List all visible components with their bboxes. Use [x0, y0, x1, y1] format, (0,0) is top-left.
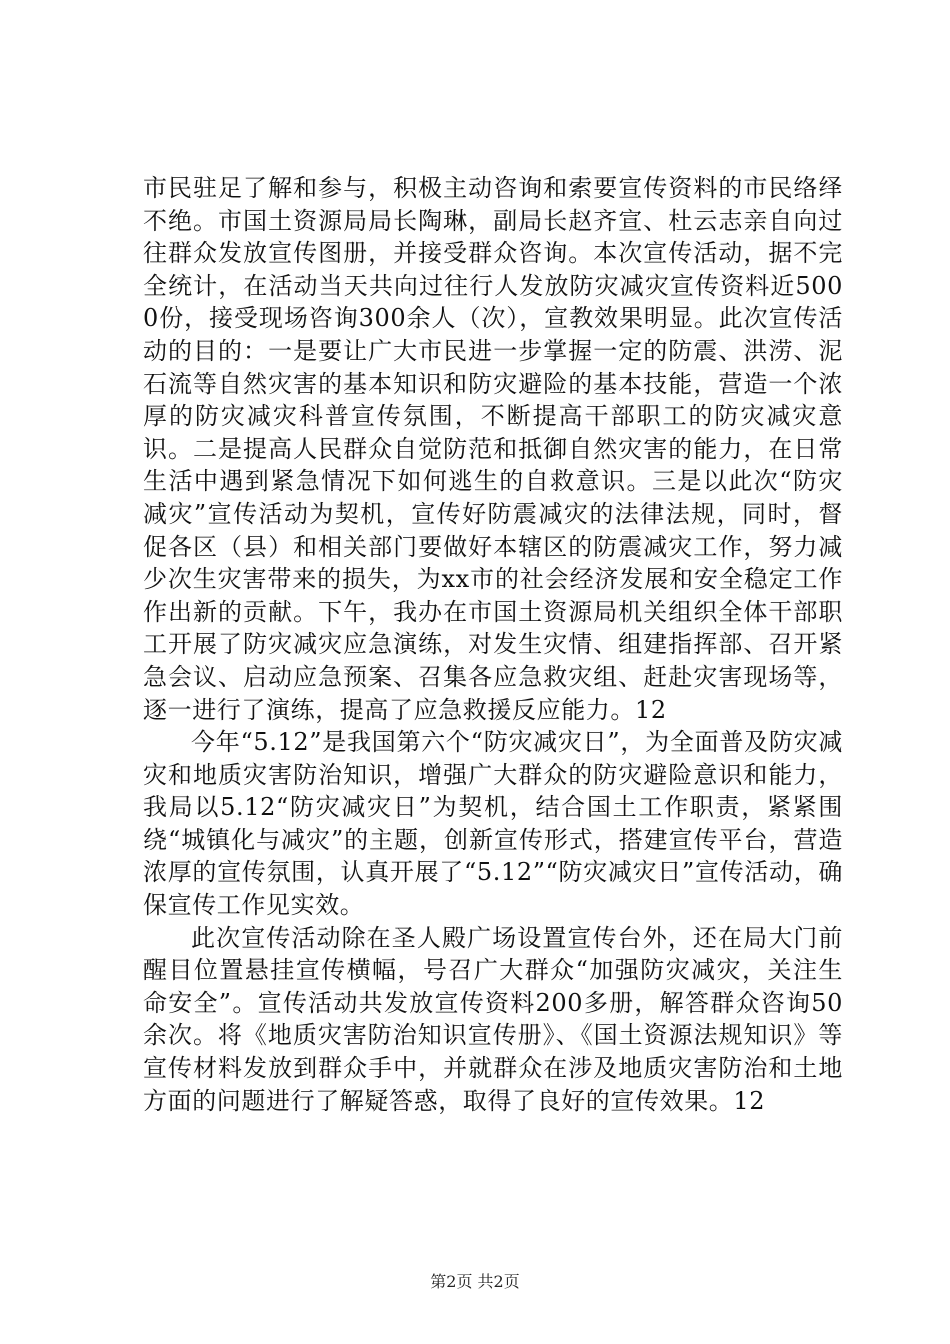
paragraph-1: 市民驻足了解和参与，积极主动咨询和索要宣传资料的市民络绎不绝。市国土资源局局长陶琳，副局长赵齐宣、杜云志亲自向过往群众发放宣传图册，并接受群众咨询。本次宣传活动，据不完全统计，在活动当天共向过往行人发放防灾减灾宣传资料近5000份，接受现场咨询300余人（次），宣教效果明显。此次宣传活动的目的：一是要让广大市民进一步掌握一定的防震、洪涝、泥石流等自然灾害的基本知识和防灾避险的基本技能，营造一个浓厚的防灾减灾科普宣传氛围，不断提高干部职工的防灾减灾意识。二是提高人民群众自觉防范和抵御自然灾害的能力，在日常生活中遇到紧急情况下如何逃生的自救意识。三是以此次“防灾减灾”宣传活动为契机，宣传好防震减灾的法律法规，同时，督促各区（县）和相关部门要做好本辖区的防震减灾工作，努力减少次生灾害带来的损失，为xx市的社会经济发展和安全稳定工作作出新的贡献。下午，我办在市国土资源局机关组织全体干部职工开展了防灾减灾应急演练，对发生灾情、组建指挥部、召开紧急会议、启动应急预案、召集各应急救灾组、赶赴灾害现场等，逐一进行了演练，提高了应急救援反应能力。12	[143, 174, 843, 724]
document-body	[143, 172, 843, 1117]
paragraph-3: 此次宣传活动除在圣人殿广场设置宣传台外，还在局大门前醒目位置悬挂宣传横幅，号召广大群众“加强防灾减灾，关注生命安全”。宣传活动共发放宣传资料200多册，解答群众咨询50余次。将《地质灾害防治知识宣传册》、《国土资源法规知识》等宣传材料发放到群众手中，并就群众在涉及地质灾害防治和土地方面的问题进行了解疑答惑，取得了良好的宣传效果。12	[143, 923, 843, 1115]
page-footer: 第2页 共2页	[430, 1272, 520, 1291]
paragraph-2: 今年“5.12”是我国第六个“防灾减灾日”，为全面普及防灾减灾和地质灾害防治知识，增强广大群众的防灾避险意识和能力，我局以5.12“防灾减灾日”为契机，结合国土工作职责，紧紧围绕“城镇化与减灾”的主题，创新宣传形式，搭建宣传平台，营造浓厚的宣传氛围，认真开展了“5.12”“防灾减灾日”宣传活动，确保宣传工作见实效。	[143, 728, 843, 920]
